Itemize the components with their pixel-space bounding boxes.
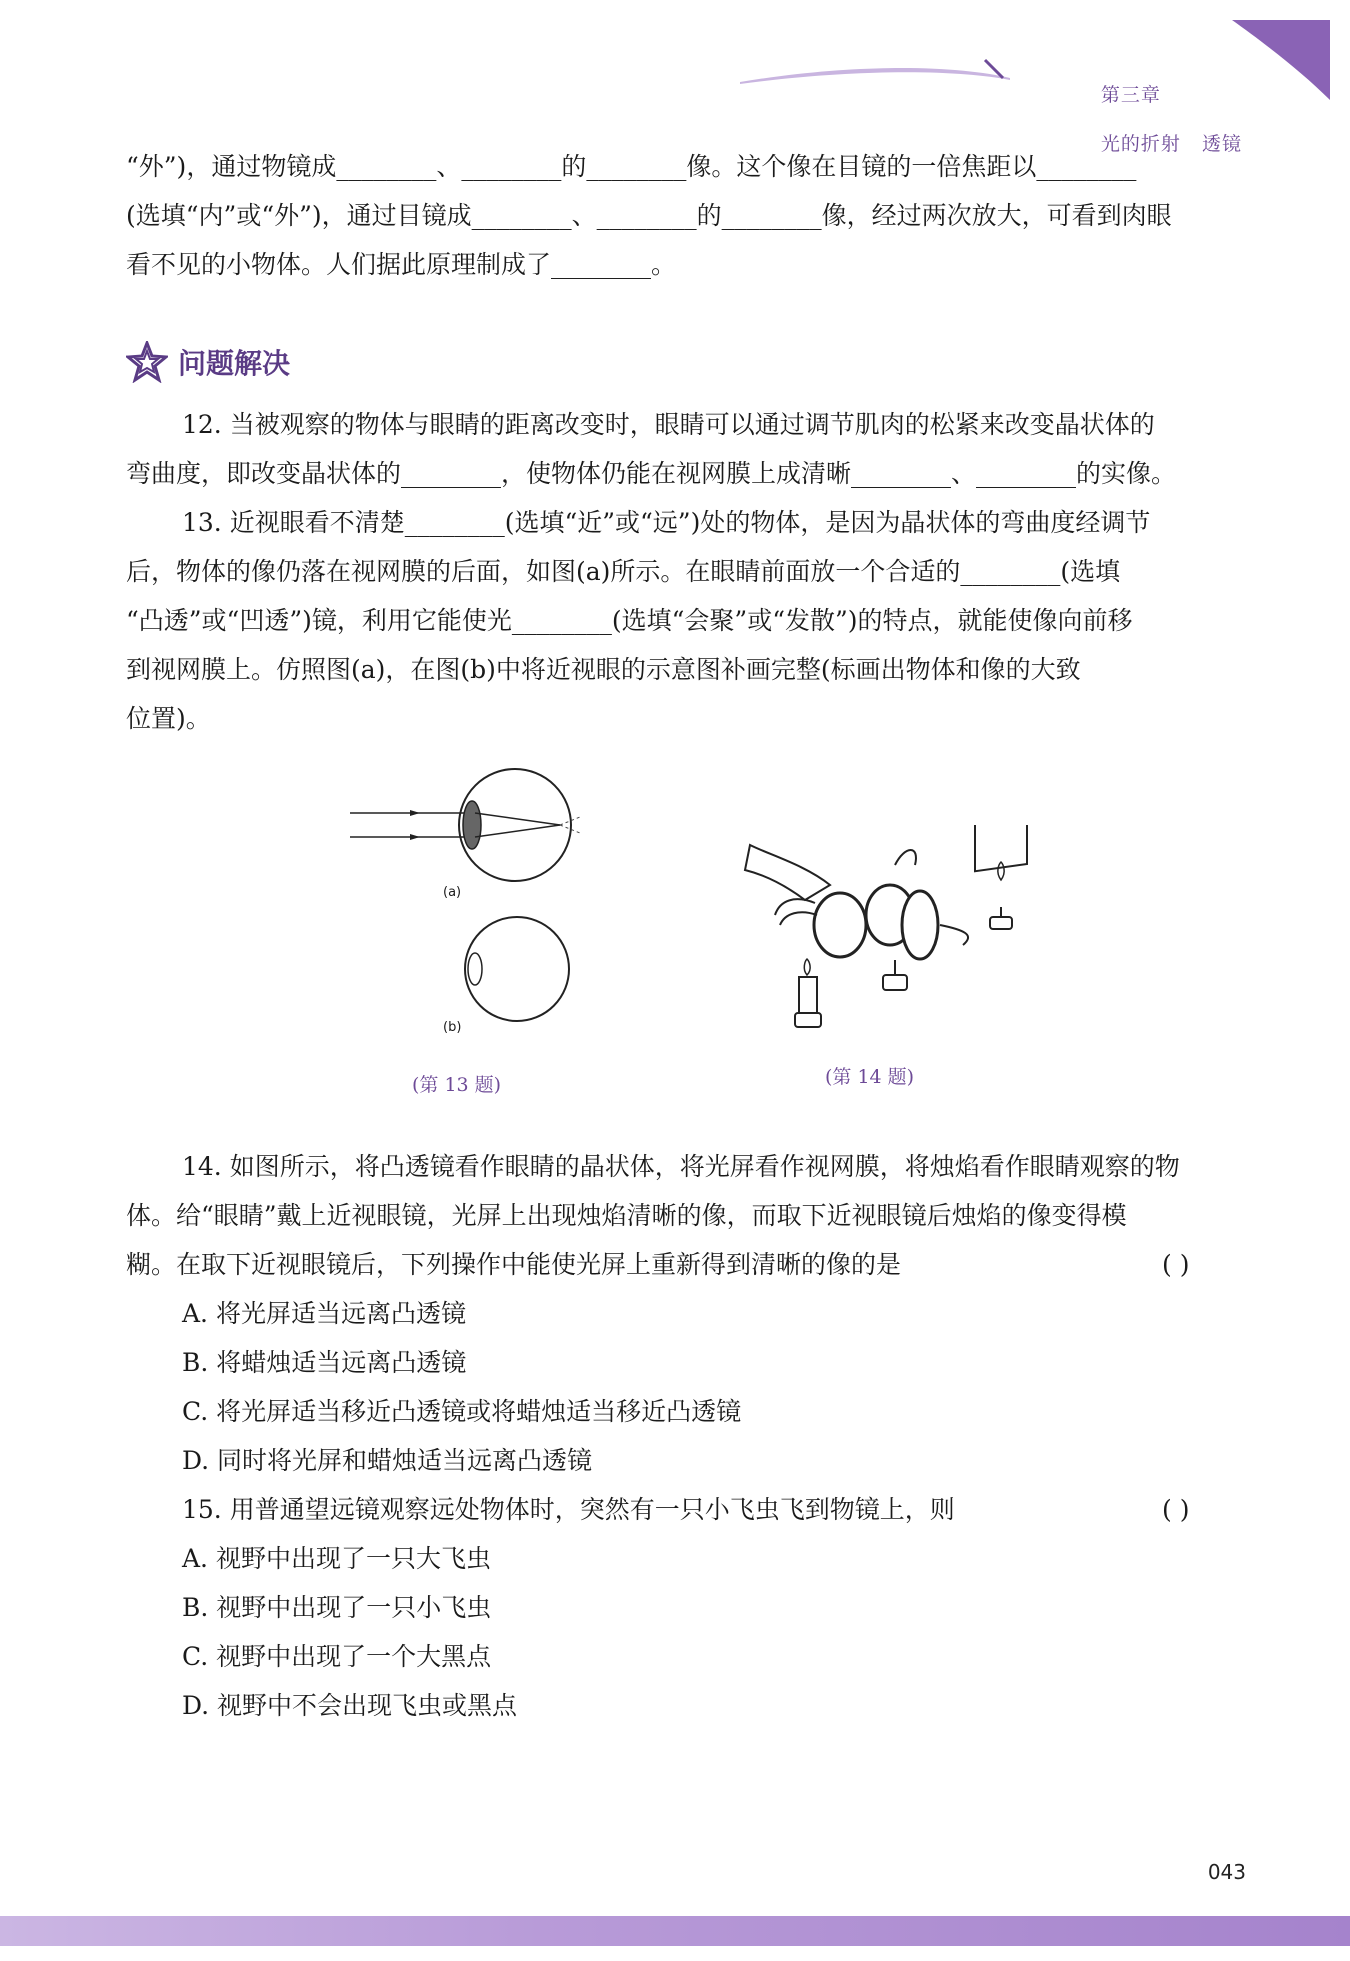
continued-paragraph — [126, 142, 1242, 289]
figure-13b-label: (b) — [443, 1020, 462, 1035]
question-12 — [126, 400, 1242, 498]
text-line: (选填“内”或“外”)，通过目镜成________、________的________像，经过两次放大，可看到肉眼 — [126, 201, 1172, 230]
chapter-label: 第三章 — [1100, 84, 1161, 106]
question-14 — [126, 1142, 1242, 1485]
header-corner-tab — [1232, 20, 1330, 100]
question-stem: 15. 用普通望远镜观察远处物体时，突然有一只小飞虫飞到物镜上，则 — [182, 1495, 955, 1524]
star-icon — [126, 341, 168, 383]
section-heading — [126, 340, 290, 384]
figure-13b-eye — [455, 915, 585, 1025]
text-line: “外”)，通过物镜成________、________的________像。这个像在目镜的一倍焦距以________ — [126, 152, 1137, 181]
question-15 — [126, 1485, 1242, 1730]
text-line: 到视网膜上。仿照图(a)，在图(b)中将近视眼的示意图补画完整(标画出物体和像的大致 — [126, 655, 1081, 684]
text-line: 12. 当被观察的物体与眼睛的距离改变时，眼睛可以通过调节肌肉的松紧来改变晶状体的 — [182, 410, 1155, 439]
figure-13-caption: (第 13 题) — [412, 1074, 502, 1096]
option-d[interactable]: D. 同时将光屏和蜡烛适当远离凸透镜 — [182, 1446, 593, 1475]
text-line: “凸透”或“凹透”)镜，利用它能使光________(选填“会聚”或“发散”)的特点，就能使像向前移 — [126, 606, 1133, 635]
text-line: 13. 近视眼看不清楚________(选填“近”或“远”)处的物体，是因为晶状体的弯曲度经调节 — [182, 508, 1151, 537]
option-c[interactable]: C. 将光屏适当移近凸透镜或将蜡烛适当移近凸透镜 — [182, 1397, 742, 1426]
text-line: 体。给“眼睛”戴上近视眼镜，光屏上出现烛焰清晰的像，而取下近视眼镜后烛焰的像变得模 — [126, 1201, 1127, 1230]
text-line — [126, 1485, 1242, 1534]
answer-bracket[interactable]: ( ) — [1162, 1250, 1190, 1279]
text-line: 后，物体的像仍落在视网膜的后面，如图(a)所示。在眼睛前面放一个合适的________(选填 — [126, 557, 1121, 586]
text-line: 位置)。 — [126, 704, 211, 733]
question-13 — [126, 498, 1242, 743]
figure-13a-label: (a) — [443, 885, 462, 900]
text-line: 看不见的小物体。人们据此原理制成了________。 — [126, 250, 677, 279]
option-d[interactable]: D. 视野中不会出现飞虫或黑点 — [182, 1691, 518, 1720]
text-line — [126, 1240, 1242, 1289]
option-b[interactable]: B. 视野中出现了一只小飞虫 — [182, 1593, 492, 1622]
text-line: 弯曲度，即改变晶状体的________，使物体仍能在视网膜上成清晰________、________的实像。 — [126, 459, 1177, 488]
page-header — [0, 0, 1350, 155]
page-number: 043 — [1207, 1860, 1246, 1884]
footer-bar — [0, 1916, 1350, 1946]
option-c[interactable]: C. 视野中出现了一个大黑点 — [182, 1642, 492, 1671]
option-a[interactable]: A. 视野中出现了一只大飞虫 — [182, 1544, 491, 1573]
figure-14-caption: (第 14 题) — [825, 1066, 915, 1088]
option-b[interactable]: B. 将蜡烛适当远离凸透镜 — [182, 1348, 467, 1377]
figure-13a-myopic-eye — [345, 765, 595, 905]
figure-14-experiment — [735, 825, 1035, 1045]
chapter-title: 光的折射 透镜 — [1100, 133, 1242, 155]
answer-bracket[interactable]: ( ) — [1162, 1495, 1190, 1524]
section-title: 问题解决 — [178, 347, 291, 380]
question-stem-end: 糊。在取下近视眼镜后，下列操作中能使光屏上重新得到清晰的像的是 — [126, 1250, 902, 1279]
text-line: 14. 如图所示，将凸透镜看作眼睛的晶状体，将光屏看作视网膜，将烛焰看作眼睛观察的物 — [182, 1152, 1180, 1181]
option-a[interactable]: A. 将光屏适当远离凸透镜 — [182, 1299, 466, 1328]
